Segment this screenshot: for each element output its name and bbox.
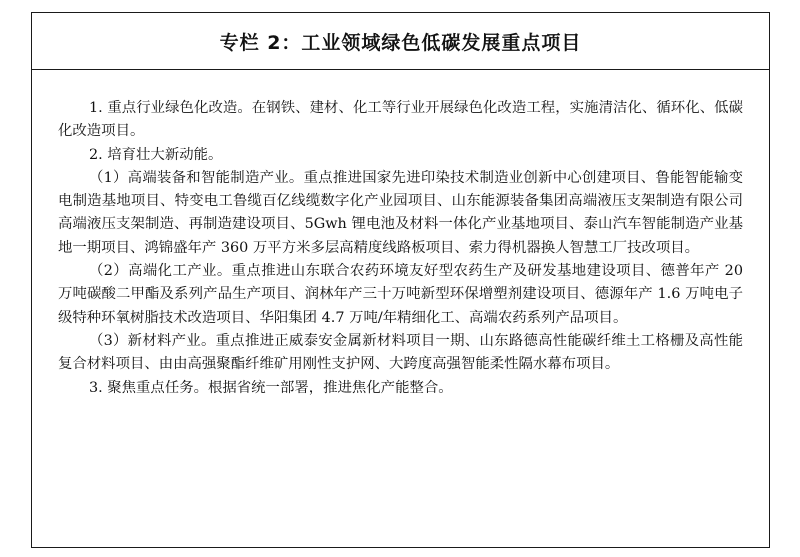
box-title: 专栏 2：工业领域绿色低碳发展重点项目 bbox=[219, 31, 582, 54]
paragraph-1: 1. 重点行业绿色化改造。在钢铁、建材、化工等行业开展绿色化改造工程，实施清洁化、循环化、低碳化改造项目。 bbox=[58, 100, 743, 140]
paragraph-4: （2）高端化工产业。重点推进山东联合农药环境友好型农药生产及研发基地建设项目、德普年产 20 万吨碳酸二甲酯及系列产品生产项目、润林年产三十万吨新型环保增塑剂建设项目、德源年产 1.6 万吨电子级特种环氧树脂技术改造项目、华阳集团 4.7 万吨/年精细化工、高端农药系列产品项目。 bbox=[58, 263, 743, 326]
column-box bbox=[31, 12, 770, 548]
paragraph-5: （3）新材料产业。重点推进正威泰安金属新材料项目一期、山东路德高性能碳纤维土工格栅及高性能复合材料项目、由由高强聚酯纤维矿用刚性支护网、大跨度高强智能柔性隔水幕布项目。 bbox=[58, 332, 743, 373]
paragraph-6: 3. 聚焦重点任务。根据省统一部署，推进焦化产能整合。 bbox=[88, 379, 453, 396]
paragraph-2: 2. 培育壮大新动能。 bbox=[88, 146, 223, 163]
title-bar bbox=[32, 13, 769, 70]
box-content bbox=[32, 97, 769, 400]
paragraph-3: （1）高端装备和智能制造产业。重点推进国家先进印染技术制造业创新中心创建项目、鲁能智能输变电制造基地项目、特变电工鲁缆百亿线缆数字化产业园项目、山东能源装备集团高端液压支架制造有限公司高端液压支架制造、再制造建设项目、5Gwh 锂电池及材料一体化产业基地项目、泰山汽车智能制造产业基地一期项目、鸿锦盛年产 360 万平方米多层高精度线路板项目、索力得机器换人智慧工厂技改项目。 bbox=[58, 169, 743, 256]
